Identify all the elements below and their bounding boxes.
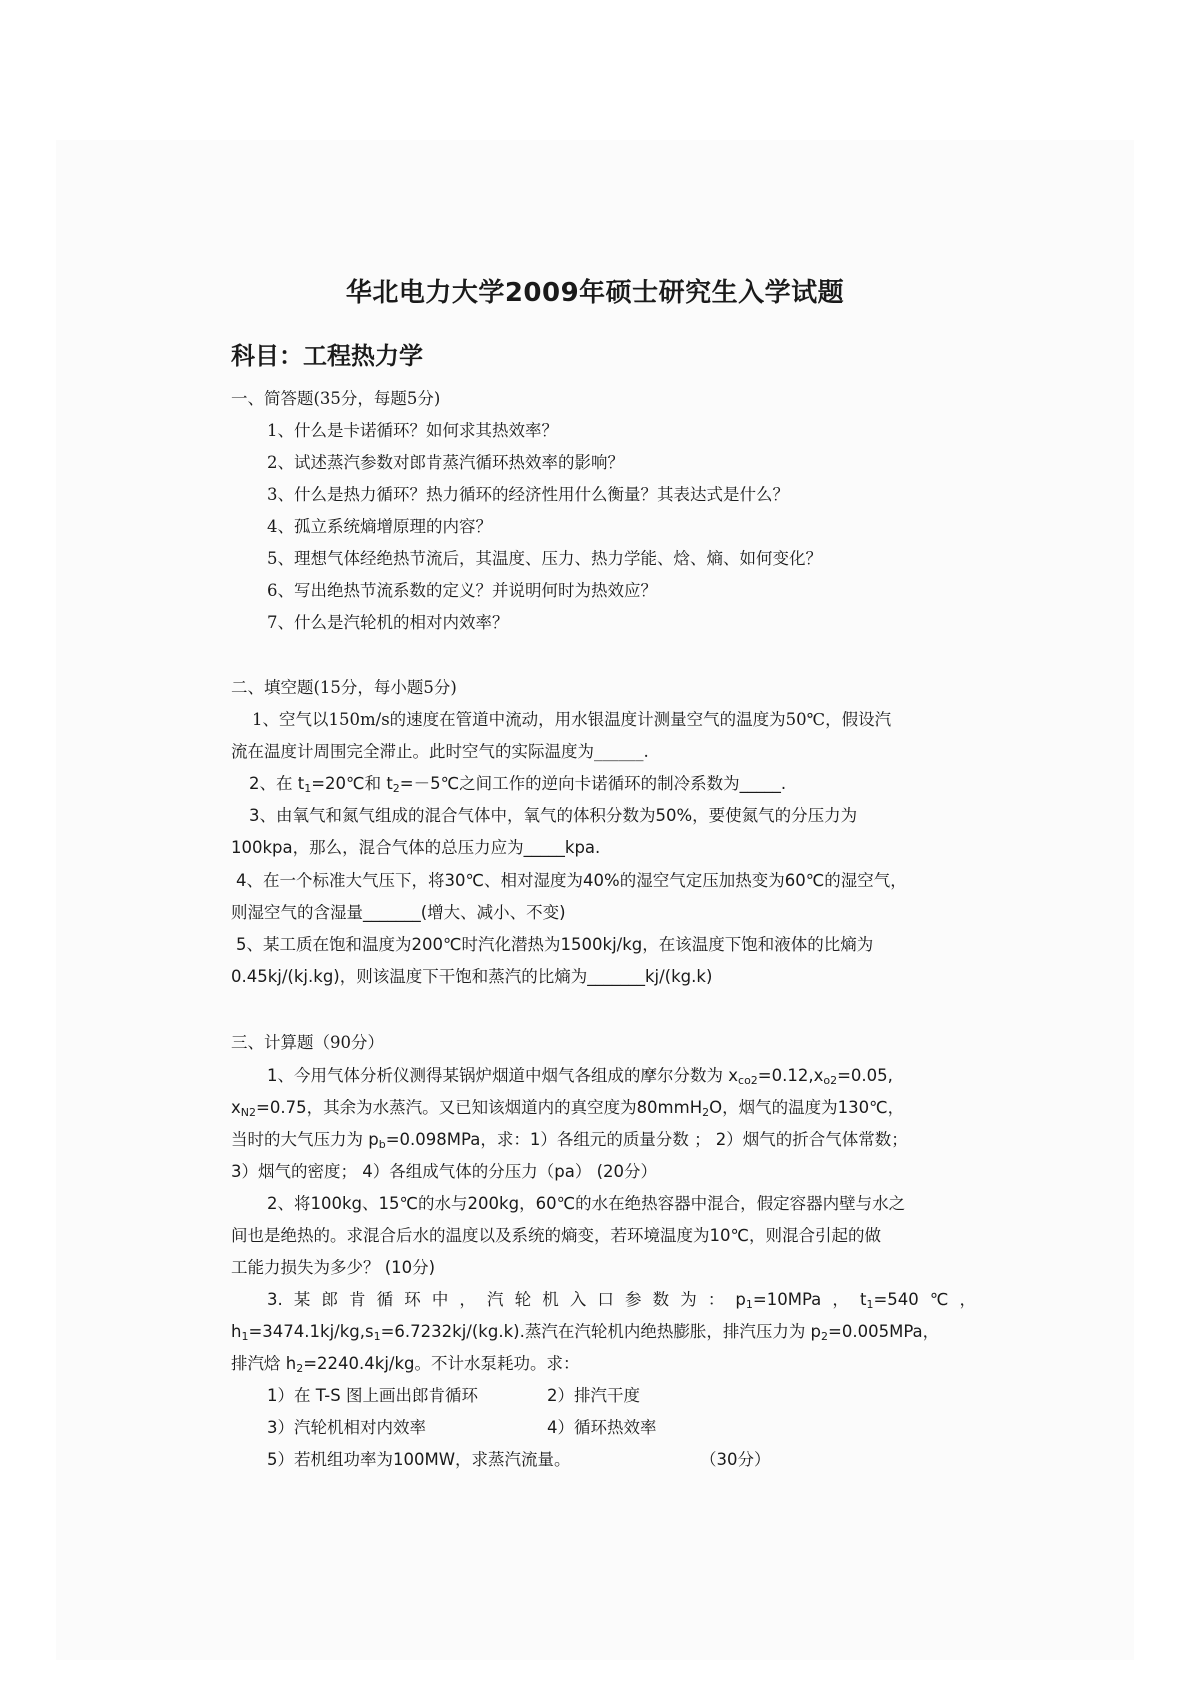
section3-q2-line2: 间也是绝热的。求混合后水的温度以及系统的熵变，若环境温度为10℃，则混合引起的做: [231, 1226, 882, 1245]
section1-item-5: 5、理想气体经绝热节流后，其温度、压力、热力学能、焓、熵、如何变化？: [267, 549, 822, 568]
section3-q3-line3: 排汽焓 $h_2=2240.4kj/kg$。不计水泵耗功。求：: [231, 1354, 580, 1375]
section2-q5-line2: 0.45kj/(kj.kg)，则该温度下干饱和蒸汽的比熵为_______kj/(kg.k): [231, 967, 713, 986]
section3-q3-sub1: 1）在 T-S 图上画出郎肯循环: [267, 1386, 478, 1405]
section3-q2-line3: 工能力损失为多少？ (10分): [231, 1258, 436, 1277]
section1-item-4: 4、孤立系统熵增原理的内容？: [267, 517, 492, 536]
section3-q3-sub2: 2）排汽干度: [547, 1386, 640, 1405]
section1-item-2: 2、试述蒸汽参数对郎肯蒸汽循环热效率的影响？: [267, 453, 624, 472]
section2-q1-line1: 1、空气以150m/s的速度在管道中流动，用水银温度计测量空气的温度为50℃，假设汽: [252, 710, 892, 729]
section3-q3-line2: $h_1=3474.1kj/kg,s_1=6.7232kj/(kg.k)$.蒸汽在汽轮机内绝热膨胀，排汽压力为 $p_2=0.005MPa$，: [231, 1322, 940, 1343]
section3-q1-line2: $x_{N2}=0.75$，其余为水蒸汽。又已知该烟道内的真空度为80mmH$_2$O，烟气的温度为130℃，: [231, 1098, 905, 1119]
section2-q3-line2: 100kpa，那么，混合气体的总压力应为_____kpa.: [231, 838, 601, 857]
section3-q3-sub3: 3）汽轮机相对内效率: [267, 1418, 426, 1437]
section3-q2-line1: 2、将100kg、15℃的水与200kg，60℃的水在绝热容器中混合，假定容器内壁与水之: [267, 1194, 906, 1213]
page-title: 华北电力大学2009年硕士研究生入学试题: [345, 278, 845, 308]
section3-q1-line1: 1、今用气体分析仪测得某锅炉烟道中烟气各组成的摩尔分数为 $x_{co2}=0.12,x_{o2}=0.05$,: [267, 1066, 893, 1087]
section1-item-6: 6、写出绝热节流系数的定义？并说明何时为热效应？: [267, 581, 657, 600]
section2-q4-line2: 则湿空气的含湿量_______(增大、减小、不变): [231, 903, 566, 922]
section3-q3-sub5: 5）若机组功率为100MW，求蒸汽流量。: [267, 1450, 571, 1469]
section2-heading: 二、填空题(15分，每小题5分): [231, 678, 457, 697]
section3-q3-points: （30分）: [700, 1450, 771, 1469]
section3-heading: 三、计算题（90分）: [231, 1033, 384, 1052]
section2-q1-line2: 流在温度计周围完全滞止。此时空气的实际温度为______.: [231, 742, 649, 761]
section3-q1-line4: 3）烟气的密度； 4）各组成气体的分压力（pa） (20分）: [231, 1162, 658, 1181]
section3-q3-sub4: 4）循环热效率: [547, 1418, 657, 1437]
section1-item-1: 1、什么是卡诺循环？如何求其热效率？: [267, 421, 558, 440]
section2-q3-line1: 3、由氧气和氮气组成的混合气体中，氧气的体积分数为50%，要使氮气的分压力为: [249, 806, 858, 825]
section3-q1-line3: 当时的大气压力为 $p_b=0.098MPa$，求：1）各组元的质量分数 ； 2）烟气的折合气体常数；: [231, 1130, 908, 1151]
section1-item-7: 7、什么是汽轮机的相对内效率？: [267, 613, 509, 632]
section1-item-3: 3、什么是热力循环？热力循环的经济性用什么衡量？其表达式是什么？: [267, 485, 789, 504]
section2-q2: 2、在 $t_1=20℃$和 $t_2=-5℃$之间工作的逆向卡诺循环的制冷系数为_____.: [249, 774, 787, 795]
section3-q3-line1: 3.某郎肯循环中，汽轮机入口参数为：$p_1=10MPa$，$t_1=540℃$，: [267, 1290, 976, 1311]
section2-q5-line1: 5、某工质在饱和温度为200℃时汽化潜热为1500kj/kg，在该温度下饱和液体的比熵为: [236, 935, 874, 954]
subject-heading: 科目：工程热力学: [231, 342, 423, 370]
section1-heading: 一、简答题(35分，每题5分): [231, 389, 441, 408]
section2-q4-line1: 4、在一个标准大气压下，将30℃、相对湿度为40%的湿空气定压加热变为60℃的湿空气，: [236, 871, 907, 890]
